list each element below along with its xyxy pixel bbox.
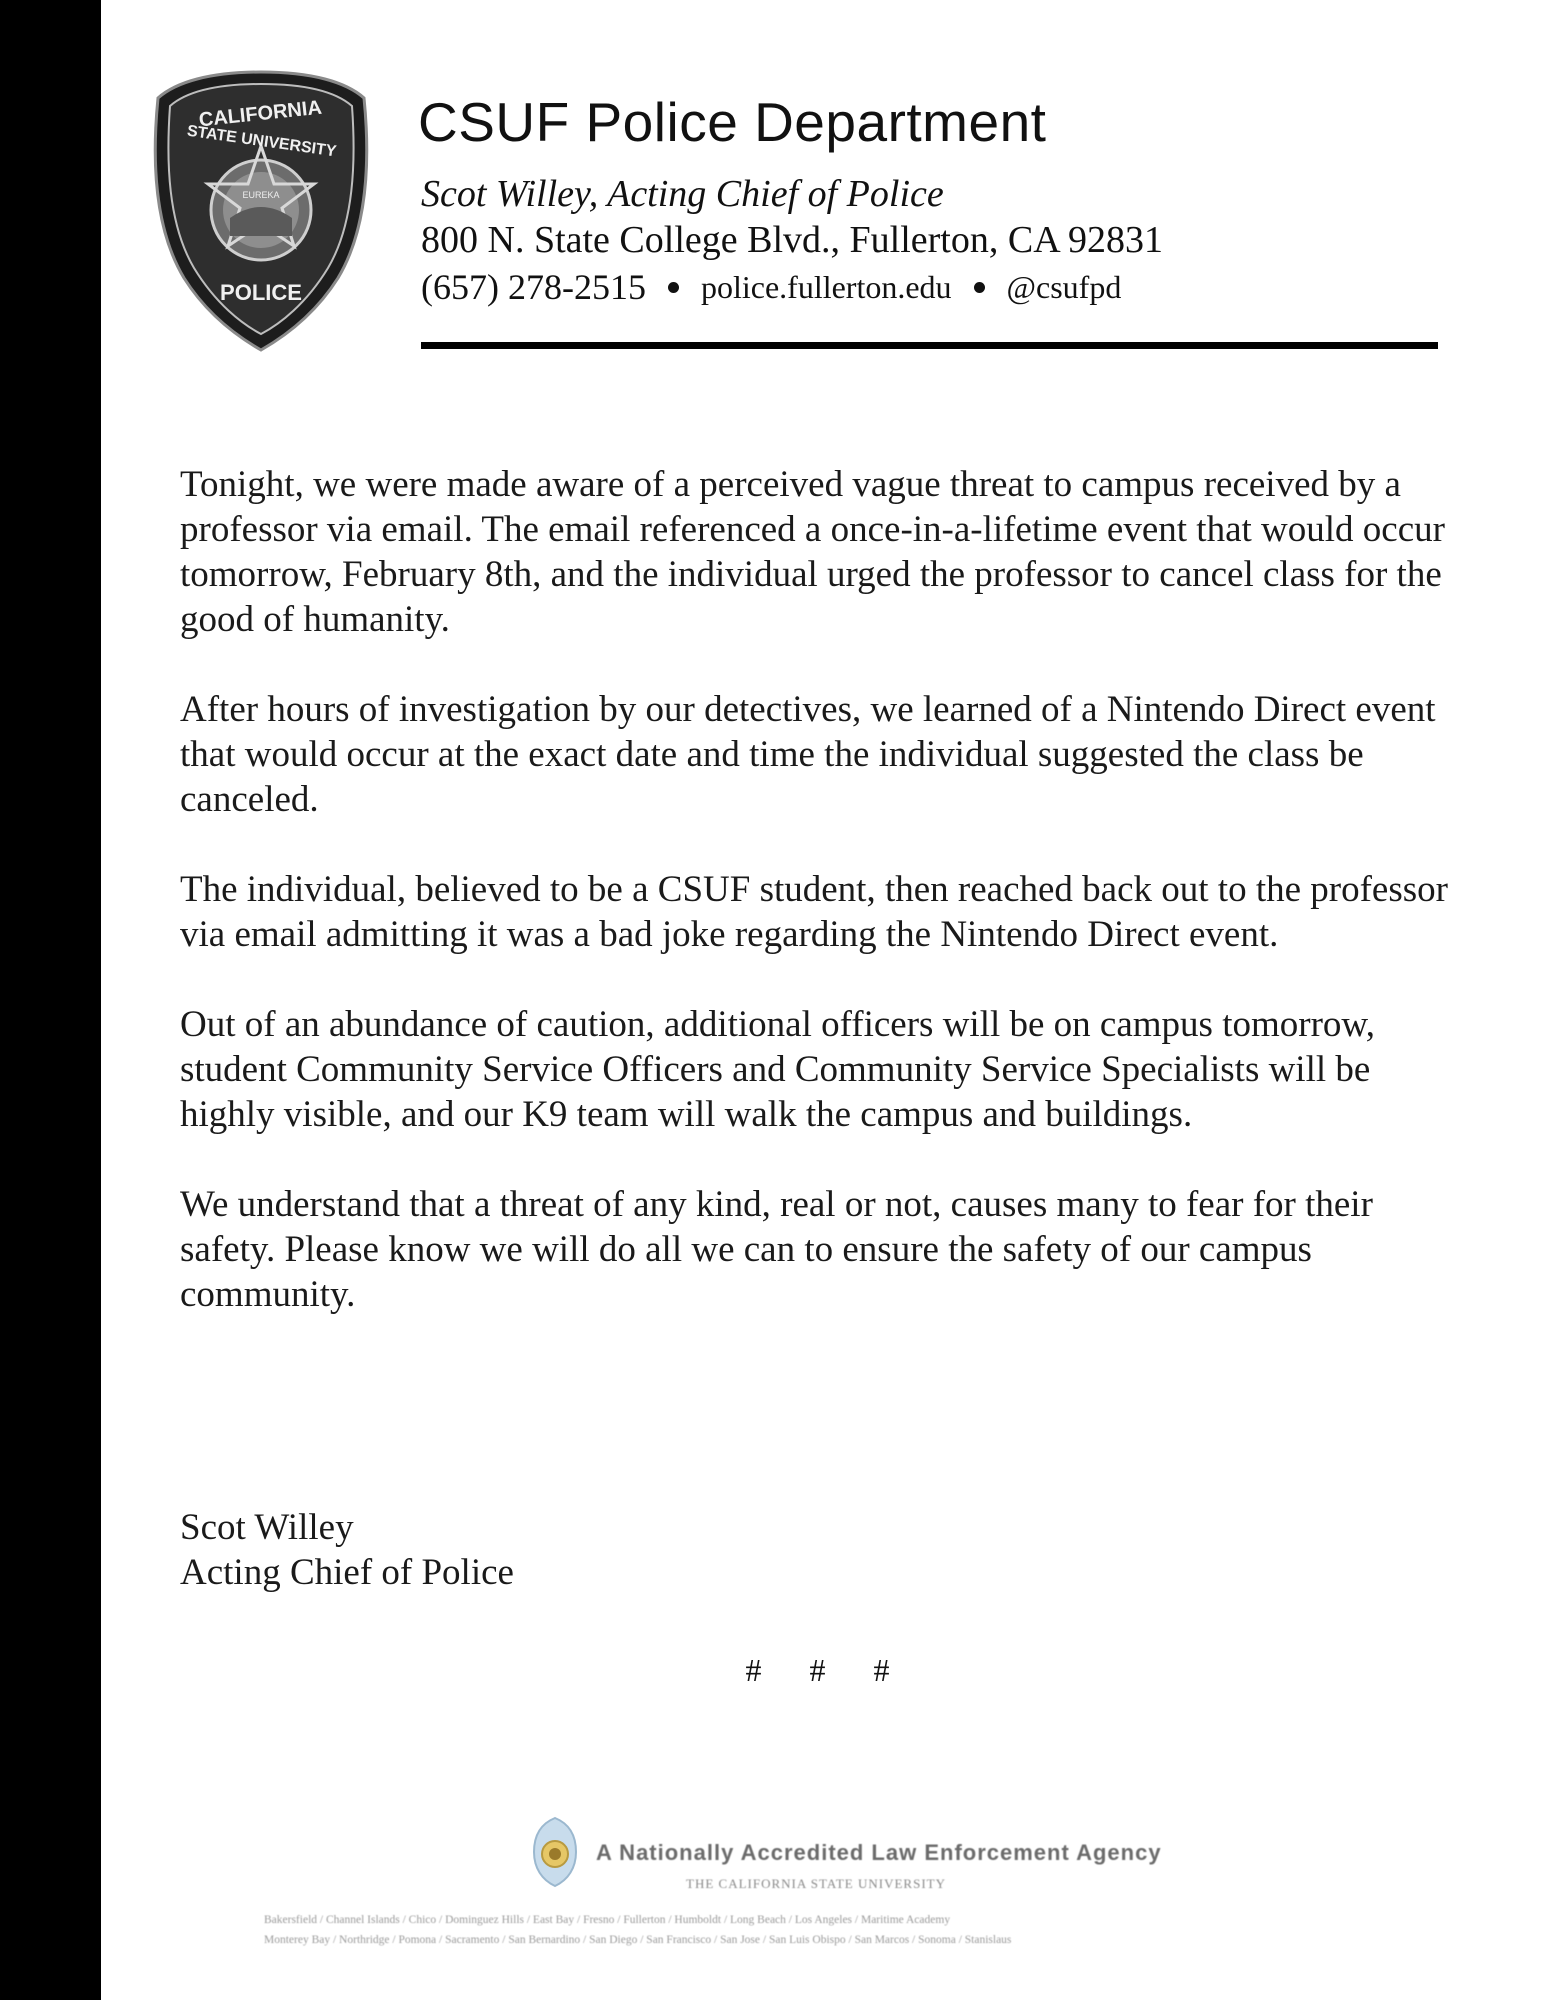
paragraph: We understand that a threat of any kind, real or not, causes many to fear for their safety. Please know we will do all we can to ensure the safety of our campus community.: [180, 1184, 1373, 1315]
left-black-margin: [0, 0, 101, 2000]
website-link[interactable]: police.fullerton.edu: [700, 268, 952, 305]
campus-list-line-2: Monterey Bay / Northridge / Pomona / Sacramento / San Bernardino / San Diego / San Francisco / San Jose / San Luis Obispo / San Marcos / Sonoma / Stanislaus: [264, 1934, 1012, 1946]
paragraph: Out of an abundance of caution, additional officers will be on campus tomorrow, student Community Service Officers and Community Service Specialists will be highly visible, and our K9 team will walk the campus and buildings.: [180, 1004, 1375, 1135]
badge-police-text: POLICE: [220, 280, 302, 305]
accreditation-text: A Nationally Accredited Law Enforcement Agency: [596, 1840, 1162, 1865]
phone-number: (657) 278-2515: [421, 267, 646, 307]
paragraph: The individual, believed to be a CSUF student, then reached back out to the professor via email admitting it was a bad joke regarding the Nintendo Direct event.: [180, 869, 1448, 955]
svg-text:STATE UNIVERSITY: STATE UNIVERSITY: [185, 122, 338, 161]
paragraph: After hours of investigation by our detectives, we learned of a Nintendo Direct event that would occur at the exact date and time the individual suggested the class be canceled.: [180, 689, 1436, 820]
signature-name: Scot Willey: [180, 1507, 354, 1548]
social-handle[interactable]: @csufpd: [1006, 268, 1122, 305]
system-name: THE CALIFORNIA STATE UNIVERSITY: [686, 1876, 946, 1891]
bullet-separator: [974, 282, 985, 293]
department-title: CSUF Police Department: [418, 91, 1047, 153]
contact-line: [421, 266, 1121, 308]
signature-block: [180, 1505, 514, 1595]
end-mark: # # #: [745, 1652, 910, 1688]
header-divider: [421, 342, 1438, 349]
accreditation-seal-icon: [528, 1816, 583, 1888]
address-line: 800 N. State College Blvd., Fullerton, CA 92831: [421, 219, 1164, 261]
chief-name-line: Scot Willey, Acting Chief of Police: [421, 173, 944, 215]
police-badge-logo: [150, 68, 372, 354]
badge-seal-text: EUREKA: [242, 190, 280, 200]
bullet-separator: [668, 282, 679, 293]
signature-title: Acting Chief of Police: [180, 1552, 514, 1593]
paragraph: Tonight, we were made aware of a perceived vague threat to campus received by a professor via email. The email referenced a once-in-a-lifetime event that would occur tomorrow, February 8th, and the individual urged the professor to cancel class for the good of humanity.: [180, 464, 1445, 640]
svg-text:CALIFORNIA: CALIFORNIA: [197, 96, 323, 132]
campus-list-line-1: Bakersfield / Channel Islands / Chico / Dominguez Hills / East Bay / Fresno / Fullerton / Humboldt / Long Beach / Los Angeles / Maritime Academy: [264, 1914, 951, 1926]
statement-body: [180, 462, 1470, 1362]
